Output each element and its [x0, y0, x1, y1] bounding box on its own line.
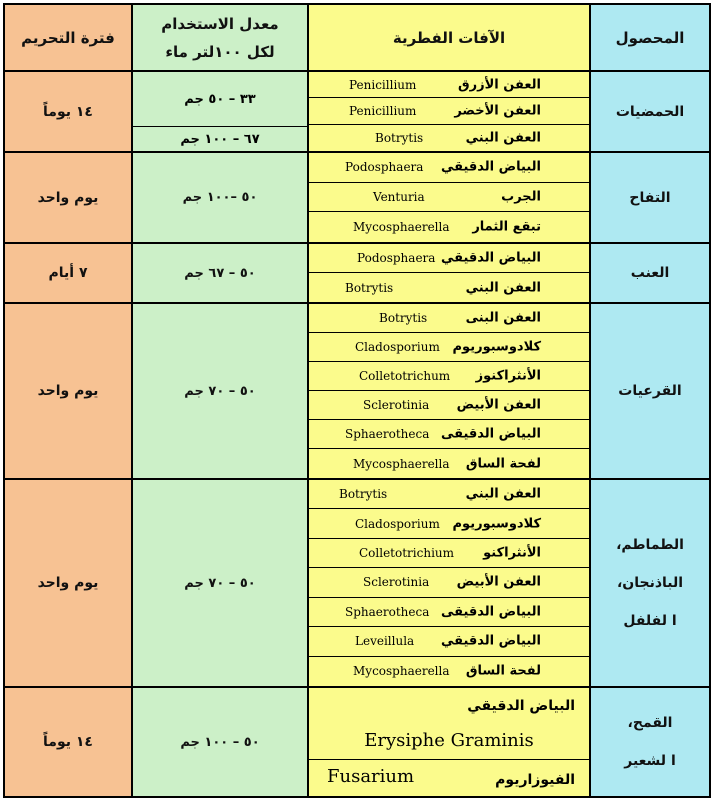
row-phi-cell [3, 686, 133, 798]
rate-value: ٦٧ – ١٠٠ جم [180, 131, 260, 147]
pest-row [309, 125, 589, 151]
row-crop-cell [589, 242, 711, 304]
pest-row [309, 72, 589, 98]
pest-latin-name: Botrytis [375, 130, 424, 145]
header-pests-label: الآفات الفطرية [392, 28, 506, 47]
pest-latin-name: Sphaerotheca [345, 604, 430, 619]
pest-row [309, 657, 589, 686]
pest-latin-name: Sclerotinia [363, 398, 430, 412]
pest-latin-name: Podosphaera [345, 160, 424, 175]
pest-arabic-name: كلادوسبوريوم [452, 516, 541, 532]
pest-row [309, 539, 589, 568]
pest-latin-name: Fusarium [327, 766, 415, 787]
pest-arabic-name: العفن الأخضر [454, 103, 541, 119]
row-phi-cell [3, 151, 133, 244]
pest-arabic-name: لفحة الساق [465, 456, 541, 471]
pest-arabic-name: الأنثراكنوز [475, 368, 541, 384]
crop-name: التفاح [629, 189, 671, 206]
pest-latin-name: Erysiphe Graminis [364, 730, 534, 751]
pest-arabic-name: الأنثراكنو [483, 545, 541, 561]
rate-value: ٥٠ – ٦٧ جم [184, 265, 256, 281]
pest-arabic-name: العفن الأبيض [456, 574, 541, 590]
pest-arabic-name: البياض الدقيقي [440, 633, 541, 649]
pest-arabic-name: العفن البني [465, 486, 541, 502]
pest-row [309, 391, 589, 420]
pest-latin-name: Mycosphaerella [353, 220, 450, 235]
row-pests-cell [307, 478, 591, 688]
row-rate-cell [131, 70, 309, 153]
pest-latin-name: Botrytis [339, 487, 388, 502]
row-pests-cell [307, 70, 591, 153]
row-rate-cell [131, 478, 309, 688]
header-pests [307, 3, 591, 72]
phi-value: ١٤ يوماً [43, 734, 93, 750]
pest-row [309, 688, 589, 760]
pest-latin-name: Colletotrichum [359, 369, 451, 383]
phi-value: ١٤ يوماً [43, 103, 93, 120]
pest-latin-name: Venturia [373, 189, 425, 204]
pest-arabic-name: تبقع الثمار [472, 219, 541, 235]
pest-row [309, 362, 589, 391]
pest-arabic-name: العفن الأزرق [458, 77, 541, 93]
crop-name: الحمضيات [615, 103, 685, 120]
pest-arabic-name: لفحة الساق [465, 663, 541, 679]
phi-value: ٧ أيام [48, 265, 88, 281]
row-phi-cell [3, 242, 133, 304]
pest-row [309, 509, 589, 538]
pest-latin-name: Botrytis [345, 280, 394, 295]
phi-value: يوم واحد [37, 189, 99, 206]
pest-row [309, 627, 589, 656]
crop-name: الباذنجان، [616, 575, 684, 591]
row-rate-cell [131, 302, 309, 480]
row-phi-cell [3, 478, 133, 688]
row-rate-cell [131, 151, 309, 244]
crop-name: ا لفلفل [623, 613, 677, 629]
pest-row [309, 273, 589, 302]
row-phi-cell [3, 70, 133, 153]
header-rate [131, 3, 309, 72]
pest-arabic-name: العفن البني [465, 280, 541, 295]
row-rate-cell [131, 242, 309, 304]
pest-row [309, 153, 589, 183]
header-rate-line1: معدل الاستخدام [161, 14, 279, 33]
pest-row [309, 244, 589, 273]
crop-name: القرعيات [618, 383, 682, 399]
header-phi-label: فترة التحريم [21, 28, 115, 47]
pest-arabic-name: كلادوسبوريوم [452, 339, 541, 355]
pest-latin-name: Cladosporium [355, 516, 440, 531]
pest-latin-name: Podosphaera [357, 251, 436, 265]
pest-arabic-name: العفن البني [465, 130, 541, 146]
pest-latin-name: Penicillium [349, 103, 417, 118]
row-crop-cell [589, 686, 711, 798]
pest-arabic-name: البياض الدقيقي [440, 159, 541, 175]
row-pests-cell [307, 151, 591, 244]
pest-arabic-name: العفن البنى [465, 310, 541, 326]
crop-name: ا لشعير [624, 753, 676, 769]
pest-latin-name: Colletotrichium [359, 546, 455, 561]
pest-row [309, 212, 589, 242]
pest-row [309, 304, 589, 333]
header-rate-line2: لكل ١٠٠لتر ماء [165, 42, 275, 61]
pest-row [309, 183, 589, 213]
pest-arabic-name: البياض الدقيقي [467, 698, 575, 714]
pest-arabic-name: العفن الأبيض [456, 397, 541, 413]
pest-row [309, 598, 589, 627]
pest-row [309, 333, 589, 362]
pest-arabic-name: البياض الدقيقي [440, 250, 541, 266]
pest-arabic-name: البياض الدقيقى [440, 426, 541, 442]
row-crop-cell [589, 151, 711, 244]
phi-value: يوم واحد [37, 575, 99, 591]
row-crop-cell [589, 302, 711, 480]
pest-latin-name: Penicillium [349, 77, 417, 92]
pest-row [309, 449, 589, 478]
row-crop-cell [589, 70, 711, 153]
rate-value: ٥٠ – ١٠٠ جم [180, 734, 260, 750]
pest-arabic-name: البياض الدقيقى [440, 604, 541, 620]
pest-latin-name: Sclerotinia [363, 575, 430, 590]
pest-latin-name: Mycosphaerella [353, 456, 450, 471]
pest-row [309, 480, 589, 509]
rate-value: ٣٣ – ٥٠ جم [184, 91, 256, 107]
row-crop-cell [589, 478, 711, 688]
phi-value: يوم واحد [37, 383, 99, 399]
pest-latin-name: Cladosporium [355, 340, 440, 354]
pest-row [309, 760, 589, 796]
header-crop [589, 3, 711, 72]
row-pests-cell [307, 686, 591, 798]
pest-latin-name: Leveillula [355, 634, 415, 649]
rate-value: ٥٠ – ٧٠ جم [184, 383, 256, 399]
pest-row [309, 568, 589, 597]
pest-latin-name: Sphaerotheca [345, 427, 430, 441]
pest-arabic-name: الجرب [501, 189, 541, 205]
row-rate-cell [131, 686, 309, 798]
rate-split-top [133, 72, 307, 127]
row-pests-cell [307, 242, 591, 304]
crop-name: العنب [630, 265, 670, 281]
pest-latin-name: Botrytis [379, 311, 428, 325]
header-crop-label: المحصول [615, 28, 685, 47]
row-phi-cell [3, 302, 133, 480]
crop-name: القمح، [627, 715, 673, 731]
pest-latin-name: Mycosphaerella [353, 664, 450, 679]
rate-value: ٥٠ –١٠٠ جم [182, 190, 258, 205]
row-pests-cell [307, 302, 591, 480]
fungicide-table [3, 3, 711, 798]
rate-split-bottom [133, 127, 307, 151]
pest-arabic-name: الفيوزاريوم [495, 772, 575, 788]
crop-name: الطماطم، [616, 537, 684, 553]
pest-row [309, 420, 589, 449]
pest-row [309, 98, 589, 124]
header-phi [3, 3, 133, 72]
rate-value: ٥٠ – ٧٠ جم [184, 575, 256, 591]
